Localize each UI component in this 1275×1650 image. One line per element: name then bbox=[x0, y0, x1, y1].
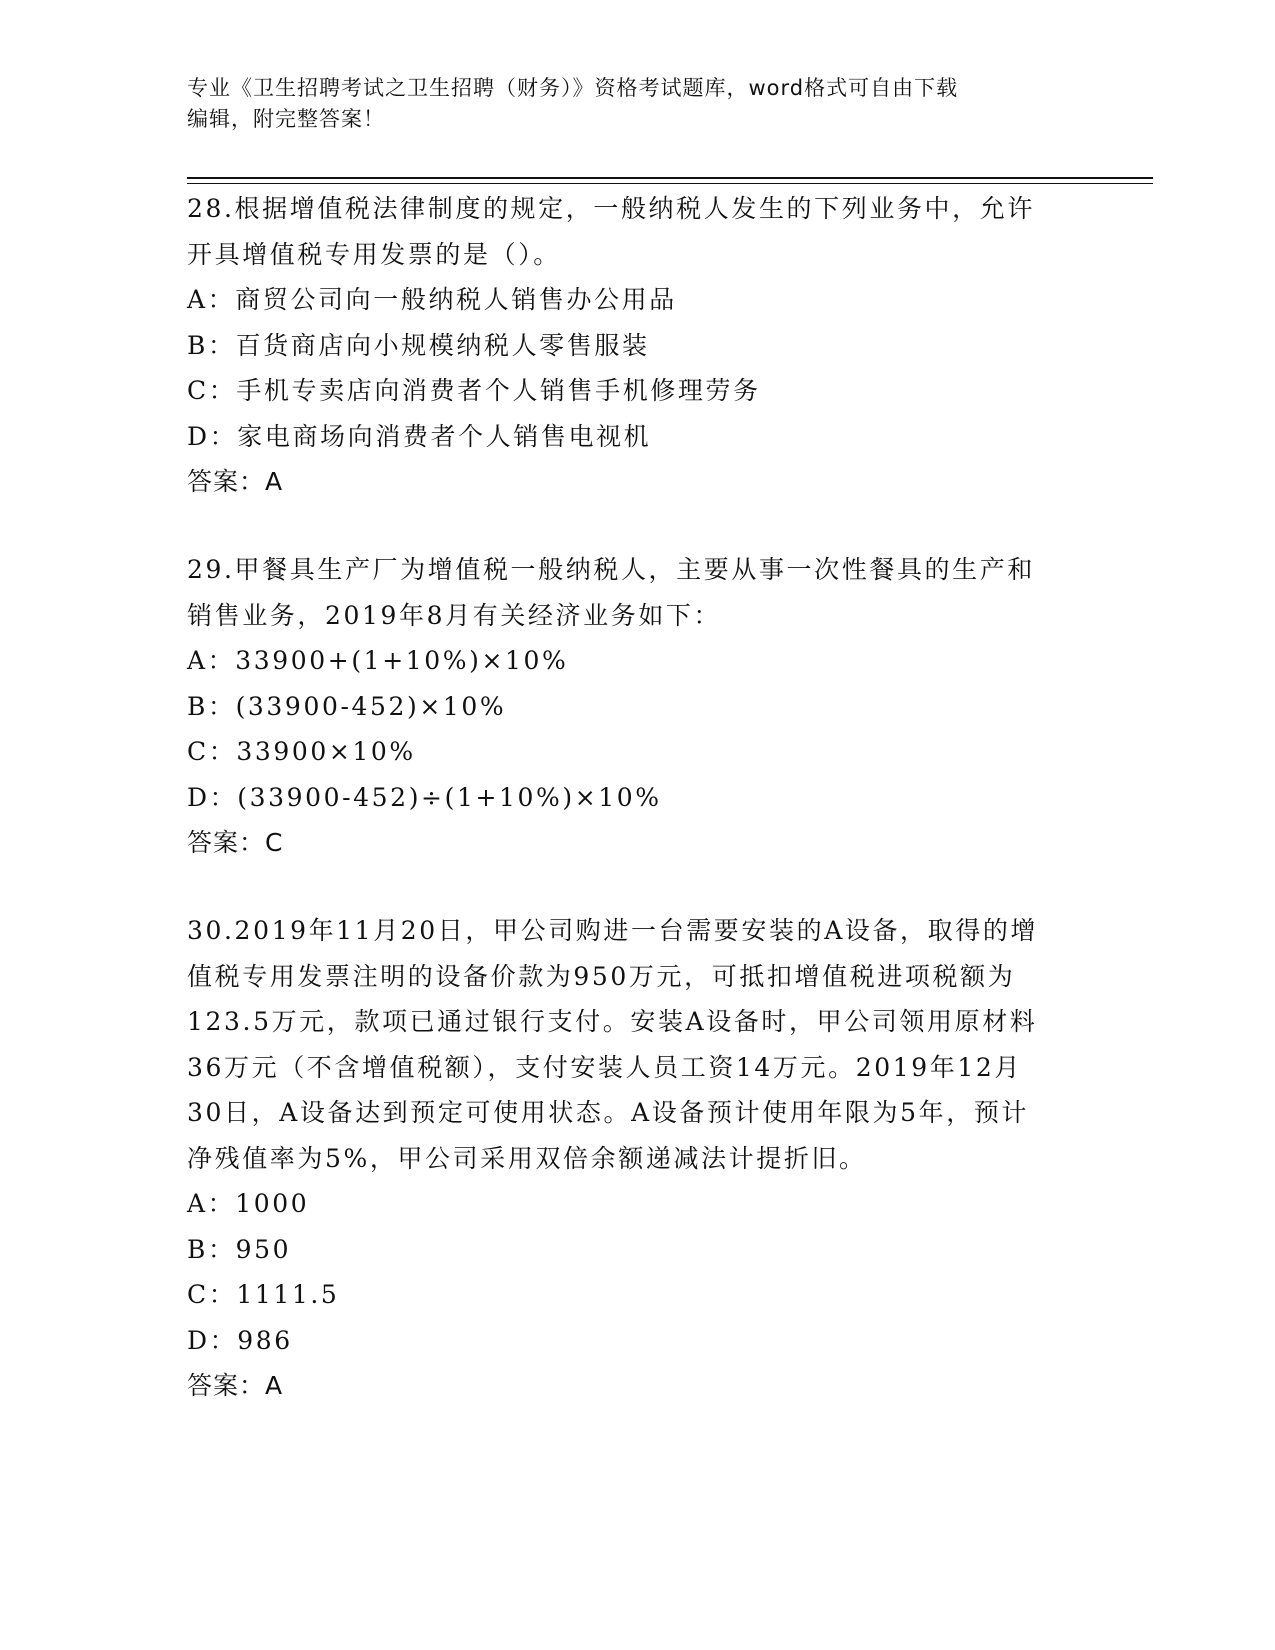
question-30 bbox=[187, 908, 1087, 1409]
question-stem-line: 29.甲餐具生产厂为增值税一般纳税人，主要从事一次性餐具的生产和 bbox=[187, 555, 1035, 584]
answer-line: 答案：C bbox=[187, 828, 284, 857]
option-a: A：33900+(1+10%)×10% bbox=[187, 646, 569, 675]
option-b: B：950 bbox=[187, 1234, 292, 1264]
answer-line: 答案：A bbox=[187, 467, 284, 496]
option-b: B：百货商店向小规模纳税人零售服装 bbox=[187, 330, 650, 360]
question-29 bbox=[187, 547, 1087, 866]
question-stem-line: 30日，A设备达到预定可使用状态。A设备预计使用年限为5年，预计 bbox=[187, 1098, 1030, 1127]
header-rule-thick bbox=[187, 177, 1153, 179]
question-stem-line: 净残值率为5%，甲公司采用双倍余额递减法计提折旧。 bbox=[187, 1143, 867, 1173]
question-stem-line: 28.根据增值税法律制度的规定，一般纳税人发生的下列业务中，允许 bbox=[187, 194, 1035, 223]
option-d: D：家电商场向消费者个人销售电视机 bbox=[187, 421, 652, 451]
question-stem-line: 123.5万元，款项已通过银行支付。安装A设备时，甲公司领用原材料 bbox=[187, 1007, 1038, 1036]
option-a: A：商贸公司向一般纳税人销售办公用品 bbox=[187, 285, 677, 314]
header-line-1: 专业《卫生招聘考试之卫生招聘（财务）》资格考试题库，word格式可自由下载 bbox=[187, 76, 959, 100]
question-stem-line: 开具增值税专用发票的是（）。 bbox=[187, 239, 561, 269]
header-line-2: 编辑，附完整答案！ bbox=[187, 107, 385, 131]
option-d: D：(33900-452)÷(1+10%)×10% bbox=[187, 782, 662, 812]
header-rule-thin bbox=[187, 183, 1153, 184]
option-c: C：33900×10% bbox=[187, 737, 416, 766]
option-b: B：(33900-452)×10% bbox=[187, 691, 507, 721]
question-stem-line: 36万元（不含增值税额），支付安装人员工资14万元。2019年12月 bbox=[187, 1052, 1022, 1082]
answer-line: 答案：A bbox=[187, 1371, 284, 1400]
option-c: C：手机专卖店向消费者个人销售手机修理劳务 bbox=[187, 376, 761, 405]
option-c: C：1111.5 bbox=[187, 1280, 340, 1309]
question-stem-line: 值税专用发票注明的设备价款为950万元，可抵扣增值税进项税额为 bbox=[187, 961, 1016, 991]
question-stem-line: 30.2019年11月20日，甲公司购进一台需要安装的A设备，取得的增 bbox=[187, 916, 1039, 945]
option-d: D：986 bbox=[187, 1325, 293, 1355]
document-header bbox=[187, 73, 1087, 135]
option-a: A：1000 bbox=[187, 1189, 310, 1218]
question-stem-line: 销售业务，2019年8月有关经济业务如下： bbox=[187, 600, 722, 630]
question-28 bbox=[187, 186, 1087, 505]
